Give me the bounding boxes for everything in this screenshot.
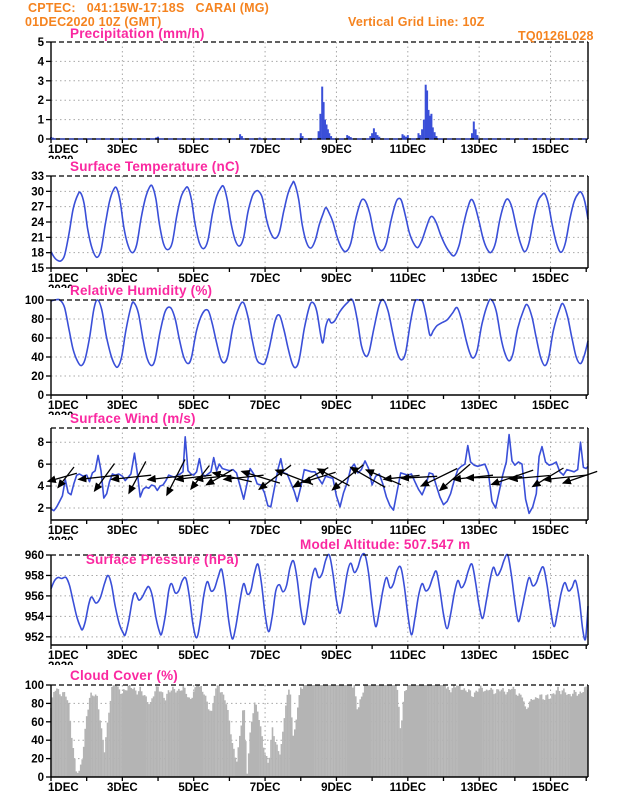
svg-text:958: 958 [24,570,44,583]
svg-text:24: 24 [31,217,44,229]
svg-text:11DEC: 11DEC [389,400,427,412]
svg-text:5DEC: 5DEC [178,525,210,537]
svg-text:7DEC: 7DEC [249,650,281,662]
svg-text:1DEC: 1DEC [48,273,79,285]
svg-text:5DEC: 5DEC [178,400,210,412]
svg-text:13DEC: 13DEC [460,782,498,794]
svg-text:60: 60 [31,333,44,345]
svg-text:2: 2 [37,95,44,108]
svg-text:4: 4 [37,481,44,494]
svg-text:13DEC: 13DEC [460,144,498,156]
svg-text:3: 3 [37,75,44,88]
svg-text:0: 0 [37,390,44,402]
svg-text:7DEC: 7DEC [249,525,281,537]
svg-text:9DEC: 9DEC [321,400,352,412]
svg-text:960: 960 [24,550,44,562]
svg-text:20: 20 [31,371,44,383]
panel-title-precipitation: Precipitation (mm/h) [70,26,205,41]
svg-text:11DEC: 11DEC [389,525,427,537]
svg-text:11DEC: 11DEC [389,144,427,156]
panel-cloud_cover [25,680,589,794]
svg-text:21: 21 [31,232,44,245]
panel-surface_wind [38,428,598,549]
svg-text:15DEC: 15DEC [531,144,570,156]
svg-text:11DEC: 11DEC [389,273,427,285]
svg-text:1: 1 [37,114,44,127]
header-grid-line: Vertical Grid Line: 10Z [348,15,485,29]
svg-text:80: 80 [31,698,44,711]
svg-text:1DEC: 1DEC [48,782,79,794]
svg-text:3DEC: 3DEC [107,782,138,794]
svg-text:3DEC: 3DEC [107,650,138,662]
panel-title-surface-wind: Surface Wind (m/s) [70,411,196,426]
svg-text:7DEC: 7DEC [249,273,281,285]
svg-text:3DEC: 3DEC [107,144,138,156]
svg-text:2: 2 [37,502,44,515]
svg-text:0: 0 [37,134,44,146]
svg-text:9DEC: 9DEC [321,144,352,156]
svg-text:13DEC: 13DEC [460,525,498,537]
svg-text:33: 33 [31,171,44,183]
panel-title-cloud-cover: Cloud Cover (%) [70,668,179,683]
svg-text:15: 15 [31,263,44,275]
svg-text:5DEC: 5DEC [178,273,210,285]
svg-text:956: 956 [24,590,44,603]
svg-text:100: 100 [24,295,44,307]
svg-text:13DEC: 13DEC [460,273,498,285]
pressure-title-label: Surface Pressure (hPa) [85,552,239,567]
panel-title-relative-humidity: Relative Humidity (%) [70,283,213,298]
svg-text:27: 27 [31,201,44,214]
header-model-id: TQ0126L028 [518,29,594,43]
svg-text:1DEC: 1DEC [48,144,79,156]
panel-precipitation [38,37,588,168]
panel-surface_temperature [31,171,588,297]
svg-text:8: 8 [37,437,44,450]
svg-text:15DEC: 15DEC [531,525,570,537]
svg-text:18: 18 [31,247,44,260]
header-station-line: CPTEC: 041:15W-17:18S CARAI (MG) [28,1,270,15]
svg-text:15DEC: 15DEC [531,782,570,794]
svg-text:15DEC: 15DEC [531,650,570,662]
svg-text:40: 40 [31,735,44,748]
svg-text:40: 40 [31,352,44,364]
svg-text:7DEC: 7DEC [249,144,281,156]
svg-text:3DEC: 3DEC [107,400,138,412]
svg-text:954: 954 [24,611,44,624]
svg-text:3DEC: 3DEC [107,525,138,537]
svg-text:9DEC: 9DEC [321,525,352,537]
svg-text:4: 4 [37,56,44,69]
svg-text:13DEC: 13DEC [460,400,498,412]
svg-text:0: 0 [37,772,44,784]
svg-text:952: 952 [24,631,44,644]
svg-text:1DEC: 1DEC [48,400,79,412]
svg-text:6: 6 [37,459,44,472]
svg-text:1DEC: 1DEC [48,650,79,662]
svg-text:9DEC: 9DEC [321,650,352,662]
svg-text:7DEC: 7DEC [249,782,281,794]
model-altitude-label: Model Altitude: 507.547 m [300,537,471,552]
svg-text:15DEC: 15DEC [531,273,570,285]
svg-text:3DEC: 3DEC [107,273,138,285]
svg-text:1DEC: 1DEC [48,525,79,537]
svg-text:9DEC: 9DEC [321,273,352,285]
panel-title-surface-pressure [70,537,471,597]
svg-text:11DEC: 11DEC [389,782,427,794]
svg-text:80: 80 [31,314,44,326]
svg-text:5DEC: 5DEC [178,144,210,156]
svg-text:100: 100 [24,680,44,692]
header-run-line: 01DEC2020 10Z (GMT) [25,15,162,29]
svg-text:5DEC: 5DEC [178,650,210,662]
svg-text:15DEC: 15DEC [531,400,570,412]
svg-text:5: 5 [37,37,44,49]
svg-text:9DEC: 9DEC [321,782,352,794]
svg-text:13DEC: 13DEC [460,650,498,662]
svg-text:30: 30 [31,186,44,199]
svg-text:11DEC: 11DEC [389,650,427,662]
svg-text:5DEC: 5DEC [178,782,210,794]
svg-text:60: 60 [31,716,44,729]
panel-relative_humidity [25,295,588,424]
panel-title-surface-temperature: Surface Temperature (nC) [70,159,240,174]
svg-text:7DEC: 7DEC [249,400,281,412]
svg-text:20: 20 [31,753,44,766]
